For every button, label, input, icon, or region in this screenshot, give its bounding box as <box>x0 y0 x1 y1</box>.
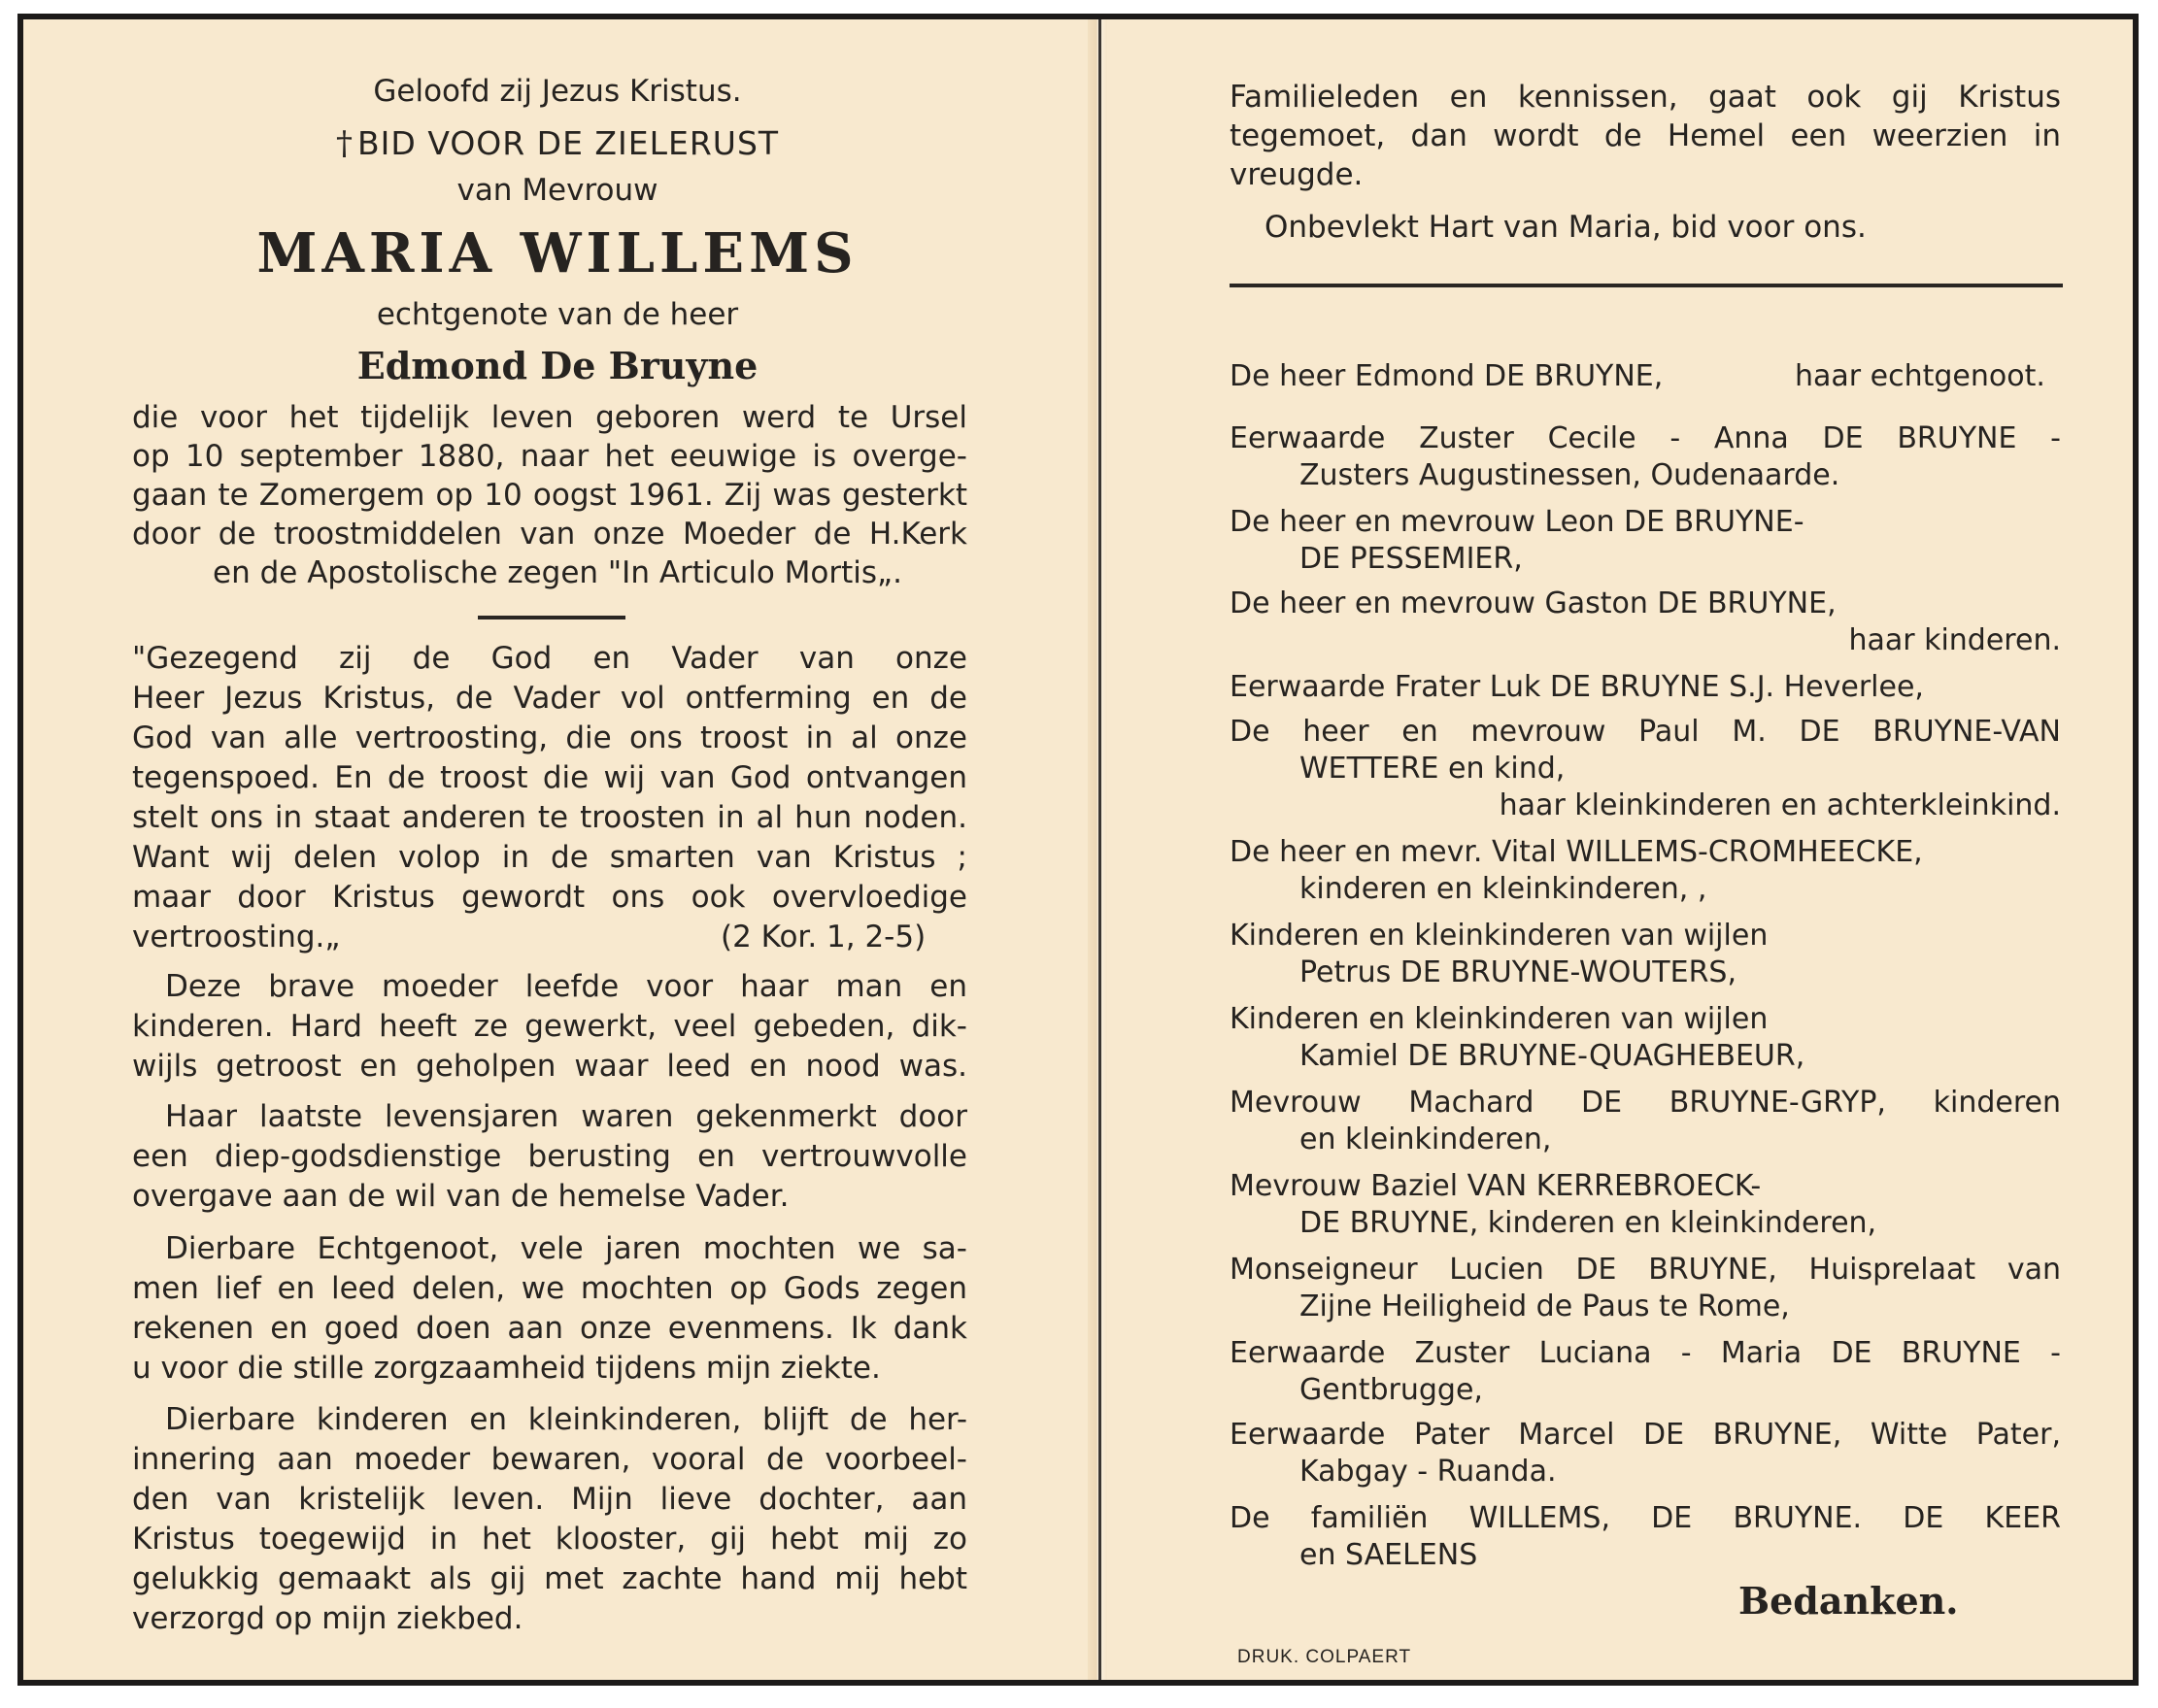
quote-line: maar door Kristus gewordt ons ook overvloedige <box>132 880 967 915</box>
family-entry: Monseigneur Lucien DE BRUYNE, Huisprelaat van <box>1230 1253 2061 1287</box>
family-entry: Mevrouw Machard DE BRUYNE-GRYP, kinderen <box>1230 1086 2061 1120</box>
family-relation: haar kleinkinderen en achterkleinkind. <box>1499 788 2061 822</box>
bio-line: gaan te Zomergem op 10 oogst 1961. Zij was gesterkt <box>132 478 967 513</box>
quote-line: "Gezegend zij de God en Vader van onze <box>132 641 967 676</box>
header-greeting: Geloofd zij Jezus Kristus. <box>373 74 742 109</box>
thanks-signature: Bedanken. <box>1738 1579 1959 1623</box>
family-entry: Kinderen en kleinkinderen van wijlen <box>1230 919 1769 953</box>
prayer-line: Onbevlekt Hart van Maria, bid voor ons. <box>1264 210 1867 245</box>
header-honorific: van Mevrouw <box>456 173 658 208</box>
family-entry: Kinderen en kleinkinderen van wijlen <box>1230 1002 1769 1036</box>
deceased-name: MARIA WILLEMS <box>256 221 859 285</box>
family-entry: De heer en mevrouw Paul M. DE BRUYNE-VAN <box>1230 715 2061 749</box>
text-line: Deze brave moeder leefde voor haar man en <box>165 969 967 1004</box>
quote-reference: (2 Kor. 1, 2-5) <box>721 920 927 954</box>
family-entry-cont: en SAELENS <box>1299 1538 1478 1572</box>
quote-line: tegenspoed. En de troost die wij van God ontvangen <box>132 760 967 795</box>
spouse-name: Edmond De Bruyne <box>356 344 759 387</box>
text-line: den van kristelijk leven. Mijn lieve dochter, aan <box>132 1482 967 1517</box>
text-line: kinderen. Hard heeft ze gewerkt, veel gebeden, dik- <box>132 1009 967 1044</box>
intro-line: Familieleden en kennissen, gaat ook gij Kristus <box>1230 80 2061 115</box>
family-entry-cont: en kleinkinderen, <box>1299 1122 1552 1156</box>
bio-line: die voor het tijdelijk leven geboren werd te Ursel <box>132 400 967 435</box>
family-entry-cont: DE PESSEMIER, <box>1299 542 1523 576</box>
text-line: overgave aan de wil van de hemelse Vader. <box>132 1179 790 1214</box>
memorial-card <box>17 14 2139 1686</box>
family-relation: haar kinderen. <box>1848 623 2061 657</box>
quote-line: vertroosting.„ <box>132 920 341 954</box>
family-entry-cont: Zijne Heiligheid de Paus te Rome, <box>1299 1289 1790 1323</box>
family-entry: Eerwaarde Zuster Luciana - Maria DE BRUYNE - <box>1230 1336 2061 1370</box>
family-entry: De heer en mevrouw Gaston DE BRUYNE, <box>1230 586 1837 620</box>
family-relation: haar echtgenoot. <box>1795 359 2045 393</box>
text-line: men lief en leed delen, we mochten op Gods zegen <box>132 1271 967 1306</box>
family-entry: De heer Edmond DE BRUYNE, <box>1230 359 1664 393</box>
header-prayer <box>23 124 1092 163</box>
printer-credit: DRUK. COLPAERT <box>1237 1647 1412 1667</box>
family-entry-cont: DE BRUYNE, kinderen en kleinkinderen, <box>1299 1206 1877 1240</box>
family-entry: Eerwaarde Frater Luk DE BRUYNE S.J. Heverlee, <box>1230 670 1924 704</box>
family-entry: De heer en mevrouw Leon DE BRUYNE- <box>1230 505 1804 539</box>
text-line: Dierbare Echtgenoot, vele jaren mochten we sa- <box>165 1231 967 1266</box>
text-line: rekenen en goed doen aan onze evenmens. Ik dank <box>132 1311 967 1346</box>
text-line: wijls getroost en geholpen waar leed en nood was. <box>132 1049 967 1084</box>
family-entry-cont: kinderen en kleinkinderen, , <box>1299 872 1707 906</box>
family-entry: De heer en mevr. Vital WILLEMS-CROMHEECKE, <box>1230 835 1923 869</box>
family-entry-cont: Petrus DE BRUYNE-WOUTERS, <box>1299 955 1737 989</box>
family-entry-cont: Kamiel DE BRUYNE-QUAGHEBEUR, <box>1299 1039 1805 1073</box>
bio-line: door de troostmiddelen van onze Moeder de H.Kerk <box>132 517 967 552</box>
family-entry: Eerwaarde Pater Marcel DE BRUYNE, Witte Pater, <box>1230 1418 2061 1452</box>
quote-line: God van alle vertroosting, die ons troost in al onze <box>132 720 967 755</box>
family-entry-cont: WETTERE en kind, <box>1299 752 1566 786</box>
spouse-intro: echtgenote van de heer <box>376 297 739 332</box>
text-line: een diep-godsdienstige berusting en vertrouwvolle <box>132 1139 967 1174</box>
left-panel <box>23 19 1092 1680</box>
text-line: gelukkig gemaakt als gij met zachte hand mij hebt <box>132 1561 967 1596</box>
text-line: Dierbare kinderen en kleinkinderen, blijft de her- <box>165 1402 967 1437</box>
divider-short <box>478 616 625 620</box>
fold-line <box>1098 19 1101 1680</box>
right-panel <box>1105 19 2139 1680</box>
text-line: innering aan moeder bewaren, vooral de voorbeel- <box>132 1442 967 1477</box>
header-prayer-text: BID VOOR DE ZIELERUST <box>357 124 780 162</box>
text-line: u voor die stille zorgzaamheid tijdens mijn ziekte. <box>132 1351 881 1386</box>
text-line: Kristus toegewijd in het klooster, gij hebt mij zo <box>132 1522 967 1557</box>
quote-line: Want wij delen volop in de smarten van Kristus ; <box>132 840 967 875</box>
family-entry: Mevrouw Baziel VAN KERREBROECK- <box>1230 1169 1762 1203</box>
quote-line: stelt ons in staat anderen te troosten in al hun noden. <box>132 800 967 835</box>
family-entry: Eerwaarde Zuster Cecile - Anna DE BRUYNE - <box>1230 421 2061 455</box>
text-line: verzorgd op mijn ziekbed. <box>132 1601 523 1636</box>
family-entry-cont: Zusters Augustinessen, Oudenaarde. <box>1299 458 1840 492</box>
bio-line: op 10 september 1880, naar het eeuwige is overge- <box>132 439 967 474</box>
cross-icon: † <box>335 124 353 163</box>
quote-line: Heer Jezus Kristus, de Vader vol ontferming en de <box>132 681 967 716</box>
bio-line: en de Apostolische zegen "In Articulo Mortis„. <box>213 555 902 590</box>
family-entry: De familiën WILLEMS, DE BRUYNE. DE KEER <box>1230 1501 2061 1535</box>
intro-line: tegemoet, dan wordt de Hemel een weerzien in <box>1230 118 2061 153</box>
divider-long <box>1230 284 2063 287</box>
family-entry-cont: Kabgay - Ruanda. <box>1299 1455 1557 1489</box>
text-line: Haar laatste levensjaren waren gekenmerkt door <box>165 1099 967 1134</box>
intro-line: vreugde. <box>1230 157 1364 192</box>
family-entry-cont: Gentbrugge, <box>1299 1373 1483 1407</box>
